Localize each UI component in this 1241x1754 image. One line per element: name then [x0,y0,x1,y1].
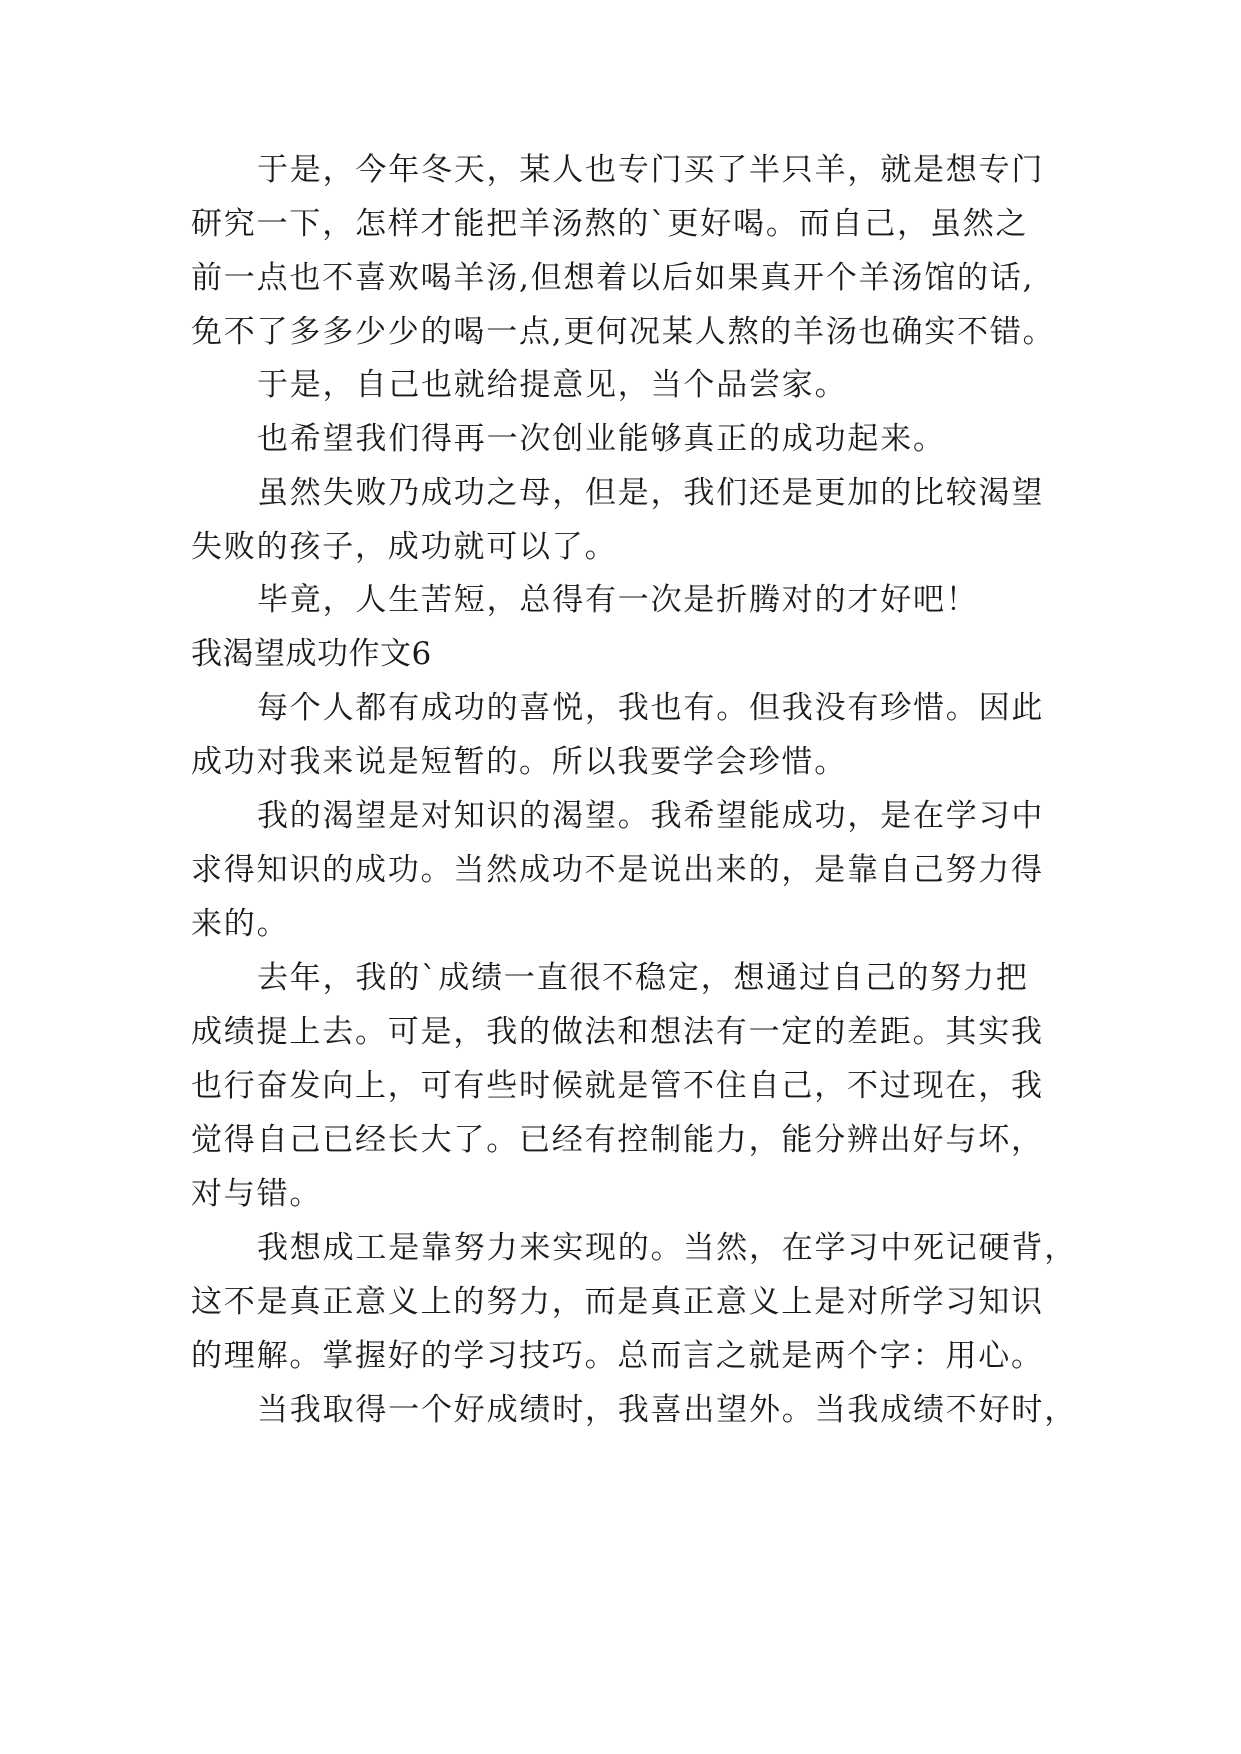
text-line: 免不了多多少少的喝一点,更何况某人熬的羊汤也确实不错。 [191,314,1056,350]
text-line: 求得知识的成功。当然成功不是说出来的，是靠自己努力得 [191,852,1044,888]
text-line: 前一点也不喜欢喝羊汤,但想着以后如果真开个羊汤馆的话, [191,260,1035,296]
text-line: 当我取得一个好成绩时，我喜出望外。当我成绩不好时， [257,1392,1077,1428]
text-line: 于是，自己也就给提意见，当个品尝家。 [257,367,848,403]
text-line: 每个人都有成功的喜悦，我也有。但我没有珍惜。因此 [257,690,1045,726]
text-line: 觉得自己已经长大了。已经有控制能力，能分辨出好与坏， [191,1122,1044,1158]
text-line: 这不是真正意义上的努力，而是真正意义上是对所学习知识 [191,1284,1044,1320]
text-line: 于是，今年冬天，某人也专门买了半只羊，就是想专门 [257,152,1045,188]
text-line: 研究一下，怎样才能把羊汤熬的`更好喝。而自己，虽然之 [191,206,1029,242]
section-heading: 我渴望成功作文6 [191,636,432,672]
text-line: 我的渴望是对知识的渴望。我希望能成功，是在学习中 [257,798,1045,834]
text-line: 毕竟，人生苦短，总得有一次是折腾对的才好吧！ [257,582,979,618]
text-line: 的理解。掌握好的学习技巧。总而言之就是两个字：用心。 [191,1338,1044,1374]
text-line: 虽然失败乃成功之母，但是，我们还是更加的比较渴望 [257,475,1045,511]
text-line: 成功对我来说是短暂的。所以我要学会珍惜。 [191,744,847,780]
text-line: 成绩提上去。可是，我的做法和想法有一定的差距。其实我 [191,1014,1044,1050]
text-line: 去年，我的`成绩一直很不稳定，想通过自己的努力把 [257,960,1029,996]
text-line: 对与错。 [191,1176,323,1212]
text-line: 也希望我们得再一次创业能够真正的成功起来。 [257,421,946,457]
text-line: 失败的孩子，成功就可以了。 [191,529,618,565]
text-line: 也行奋发向上，可有些时候就是管不住自己，不过现在，我 [191,1068,1044,1104]
text-line: 来的。 [191,906,290,942]
text-line: 我想成工是靠努力来实现的。当然，在学习中死记硬背， [257,1230,1077,1266]
